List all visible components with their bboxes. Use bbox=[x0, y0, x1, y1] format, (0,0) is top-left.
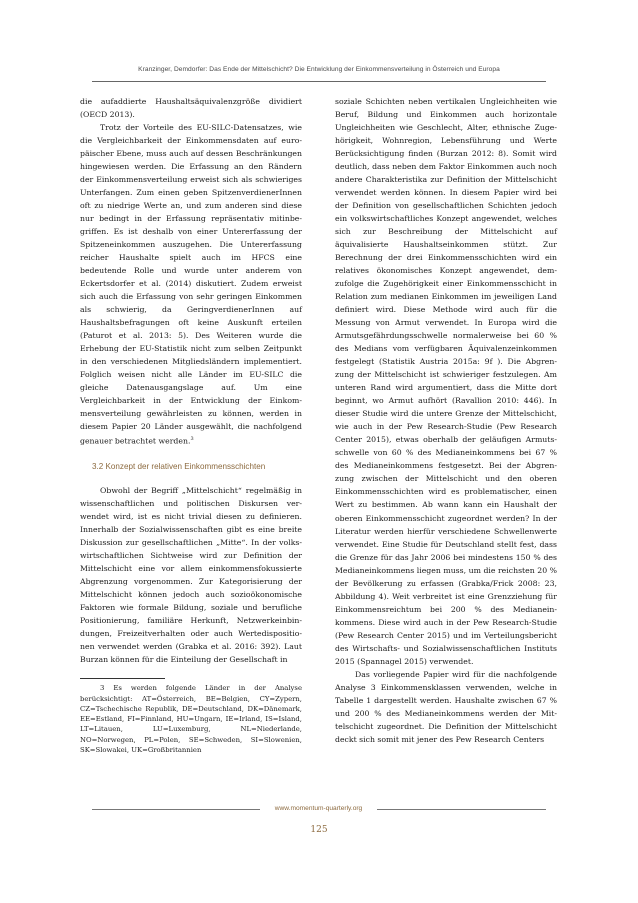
footer-url-link[interactable]: www.momentum-quarterly.org bbox=[274, 805, 363, 812]
footnote: 3 Es werden folgende Länder in der Analyse berücksichtigt: AT=Österreich, BE=Belgien, CY=Zypern, CZ=Tschechische Republik, DE=Deutschland, DK=Dänemark, EE=Estland, FI=Finnland, HU=Ungarn, IE=Irland, IS=Island, LT=Litauen, LU=Luxemburg, NL=Niederlande, NO=Norwegen, PL=Polen, SE=Schweden, SI=Slowenien, SK=Slowakei, UK=Großbritannien bbox=[80, 684, 302, 755]
paragraph: Obwohl der Begriff „Mittelschicht“ regelmäßig in wissenschaftlichen und politischen Diskursen verwendet wird, ist es nicht trivial diesen zu definieren. Innerhalb der Sozialwissenschaften gibt es eine breite Diskussion zur gesellschaftlichen „Mitte“. In der volkswirtschaftlichen Sichtweise wird zur Definition der Mittelschicht eine vor allem einkommensfokussierte Abgrenzung vorgenommen. Zur Kategorisierung der Mittelschicht können jedoch auch sozioökonomische Faktoren wie formale Bildung, soziale und berufliche Positionierung, familiäre Herkunft, Netzwerkeinbindungen, Freizeitverhalten oder auch Wertedispositionen verwendet werden (Grabka et al. 2016: 392). Laut Burzan können für die Einteilung der Gesellschaft in bbox=[80, 486, 302, 665]
footer-divider-left bbox=[92, 809, 260, 810]
footer-divider-right bbox=[377, 809, 546, 810]
paragraph: die aufaddierte Haushaltsäquivalenzgröße dividiert (OECD 2013). bbox=[80, 97, 302, 120]
paragraph bbox=[80, 121, 302, 448]
paragraph: Das vorliegende Papier wird für die nachfolgende Analyse 3 Einkommensklassen verwenden, welche in Tabelle 1 dargestellt werden. Haushalte zwischen 67 % und 200 % des Medianeinkommens werden der Mittelschicht zugeordnet. Die Definition der Mittelschicht deckt sich somit mit jener des Pew Research Centers bbox=[335, 669, 557, 744]
footnote-reference[interactable]: 3 bbox=[190, 436, 194, 443]
running-header: Kranzinger, Demdorfer: Das Ende der Mittelschicht? Die Entwicklung der Einkommensverteilung in Österreich und Europa bbox=[138, 66, 500, 73]
left-column bbox=[80, 95, 302, 755]
section-heading: 3.2 Konzept der relativen Einkommensschichten bbox=[92, 462, 266, 471]
page-number: 125 bbox=[310, 825, 328, 835]
header-divider bbox=[92, 81, 546, 82]
right-column bbox=[335, 95, 557, 746]
paragraph-text: Trotz der Vorteile des EU-SILC-Datensatzes, wie die Vergleichbarkeit der Einkommensdaten auf europäischer Ebene, muss auch auf dessen Beschränkungen hingewiesen werden. Die Erfassung an den Rändern der Einkommensverteilung erweist sich als schwieriges Unterfangen. Zum einen geben SpitzenverdienerInnen oft zu niedrige Werte an, und zum anderen sind diese nur bedingt in der Erfassung repräsentativ mitinbegriffen. Es ist deshalb von einer Untererfassung der Spitzeneinkommen auszugehen. Die Untererfassung reicher Haushalte spielt auch im HFCS eine bedeutende Rolle und wurde unter anderem von Eckertsdorfer et al. (2014) diskutiert. Zudem erweist sich auch die Erfassung von sehr geringen Einkommen als schwierig, da GeringverdienerInnen auf Haushaltsbefragungen oft keine Auskunft erteilen (Paturot et al. 2013: 5). Des Weiteren wurde die Erhebung der EU-Statistik nicht zum selben Zeitpunkt in den verschiedenen Mitgliedsländern implementiert. Folglich weisen nicht alle Länder im EU-SILC die gleiche Datenausgangslage auf. Um eine Vergleichbarkeit in der Entwicklung der Einkommensverteilung gewährleisten zu können, werden in diesem Papier 20 Länder ausgewählt, die nachfolgend genauer betrachtet werden. bbox=[80, 123, 302, 446]
footnote-divider bbox=[80, 678, 165, 679]
paragraph: soziale Schichten neben vertikalen Ungleichheiten wie Beruf, Bildung und Einkommen auch horizontale Ungleichheiten wie Geschlecht, Alter, ethnische Zugehörigkeit, Wohnregion, Lebensführung und Werte Berücksichtigung finden (Burzan 2012: 8). Somit wird deutlich, dass neben dem Faktor Einkommen auch noch andere Charakteristika zur Definition der Mittelschicht verwendet werden können. In diesem Papier wird bei der Definition von gesellschaftlichen Schichten jedoch ein volkswirtschaftliches Konzept angewendet, welches sich zur Beschreibung der Mittelschicht auf äquivalisierte Haushaltseinkommen stützt. Zur Berechnung der drei Einkommensschichten wird ein relatives ökonomisches Konzept angewendet, demzufolge die Zugehörigkeit einer Einkommensschicht in Relation zum medianen Einkommen im jeweiligen Land definiert wird. Diese Methode wird auch für die Messung von Armut verwendet. In Europa wird die Armutsgefährdungsschwelle normalerweise bei 60 % des Medians vom verfügbaren Äquivalenzeinkommen festgelegt (Statistik Austria 2015a: 9f ). Die Abgrenzung der Mittelschicht ist schwieriger festzulegen. Am unteren Rand wird argumentiert, dass die Mitte dort beginnt, wo Armut aufhört (Ravallion 2010: 446). In dieser Studie wird die untere Grenze der Mittelschicht, wie auch in der Pew Research-Studie (Pew Research Center 2015), etwas oberhalb der geläufigen Armutsschwelle von 60 % des Medianeinkommens bei 67 % des Medianeinkommens festgesetzt. Bei der Abgrenzung zwischen der Mittelschicht und den oberen Einkommensschichten wird es problematischer, einen Wert zu bestimmen. Ab wann kann ein Haushalt der oberen Einkommensschicht zugeordnet werden? In der Literatur werden hierfür verschiedene Schwellenwerte verwendet. Eine Studie für Deutschland stellt fest, dass die Grenze für das Jahr 2006 bei mindestens 150 % des Medianeinkommens liegen muss, um die reichsten 20 % der Bevölkerung zu erfassen (Grabka/Frick 2008: 23, Abbildung 4). Weit verbreitet ist eine Grenzziehung für Einkommensreichtum bei 200 % des Medianeinkommens. Diese wird auch in der Pew Research-Studie (Pew Research Center 2015) und im Verteilungsbericht des Wirtschafts- und Sozialwissenschaftlichen Instituts 2015 (Spannagel 2015) verwendet. bbox=[335, 97, 557, 666]
